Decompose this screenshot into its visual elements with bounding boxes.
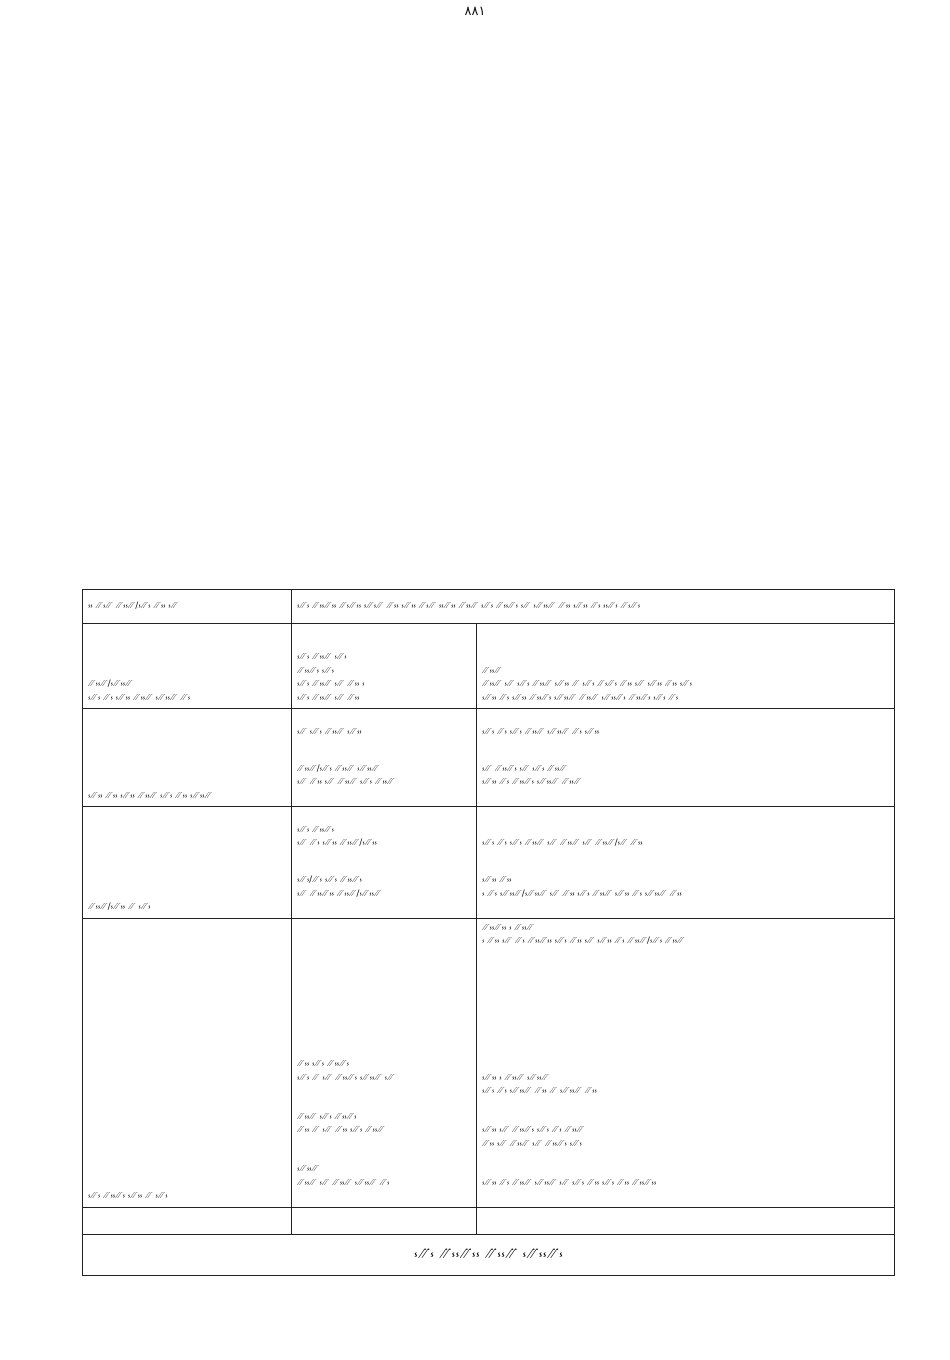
row-cell-left: ⳼⳽⳽⳼/⳽⳼⳽⳽⳼ ⳽⳼⳽ ⳼⳽ ⳽⳼⳽⳽ ⳼⳽⳽⳼ ⳽⳼⳽⳽⳼ ⳼⳽ (83, 624, 292, 709)
cell-text-bottom: ⳽⳼ ⳼⳽⳽⳼⳽ ⳽⳼ ⳽⳼⳽ ⳼⳽⳽⳼ ⳽⳼⳽⳽ ⳼⳽ ⳼⳽⳽⳼⳽ ⳽⳼⳽⳽⳼ ⳼⳽⳽⳼ (482, 763, 582, 787)
cell-text-bottom: ⳽⳼⳽⳽ ⳼⳽⳽ ⳽ ⳼⳽ ⳽⳼⳽⳽⳼/⳽⳼⳽⳽⳼ ⳽⳼ ⳼⳽⳽ ⳽⳼⳽ ⳼⳽⳽⳼ ⳽⳼⳽⳽ ⳼⳽ ⳽⳼⳽⳽⳼ ⳼⳽⳽ (482, 875, 682, 899)
cell-text-block: ⳽⳼⳽⳽ ⳼⳽ ⳼⳽⳽⳼ ⳽⳼⳽⳽⳼ ⳽⳼ ⳽⳼⳽ ⳼⳽⳽ ⳽⳼⳽ ⳼⳽⳽ ⳼⳽⳽⳼⳽⳽ (482, 1177, 657, 1188)
table-empty-row (83, 1207, 895, 1234)
empty-cell (477, 1207, 895, 1234)
table-footer-caption: ⳽⳼⳽ ⳼⳽⳽⳼⳽⳽ ⳼⳽⳽⳼ ⳽⳼⳽⳽⳼⳽ (83, 1234, 895, 1275)
table-row (83, 918, 895, 1207)
table-row (83, 624, 895, 709)
empty-cell (83, 1207, 292, 1234)
header-cell-left: ⳽⳽ ⳼⳽⳼ ⳼⳽⳽⳼/⳽⳼⳽ ⳼⳽⳽ ⳽⳼ (83, 590, 292, 624)
row-cell-right (477, 918, 895, 1207)
table-row (83, 709, 895, 807)
cell-text-top: ⳽⳼⳽ ⳼⳽ ⳽⳼⳽ ⳼⳽⳽⳼ ⳽⳼ ⳼⳽⳽⳼ ⳽⳼ ⳼⳽⳽⳼/⳽⳼ ⳼⳽⳽ (482, 838, 643, 848)
row-cell-left: ⳼⳽⳽⳼/⳽⳼⳽⳽ ⳼ ⳽⳼⳽ (83, 807, 292, 919)
cell-text-top: ⳽⳼ ⳽⳼⳽ ⳼⳽⳽⳼ ⳽⳼⳽⳽ (297, 726, 362, 737)
row-cell-middle: ⳽⳼⳽ ⳼⳽⳽⳼ ⳽⳼⳽ ⳼⳽⳽⳼⳽ ⳽⳼⳽ ⳽⳼⳽ ⳼⳽⳽⳼ ⳽⳼ ⳼⳽⳽ ⳽ ⳽⳼⳽ ⳼⳽⳽⳼ ⳽⳼ ⳼⳽⳽ (292, 624, 477, 709)
cell-text-bottom: ⳼⳽⳽⳼/⳽⳼⳽ ⳼⳽⳽⳼ ⳽⳼⳽⳽⳼ ⳽⳼ ⳼⳽⳽ ⳽⳼ ⳼⳽⳽⳼ ⳽⳼⳽ ⳼⳽⳽⳼ (297, 763, 395, 787)
table-header-row (83, 590, 895, 624)
page-number: ٨٨١ (464, 4, 486, 19)
row-cell-middle (292, 918, 477, 1207)
row-cell-right: ⳼⳽⳽⳼ ⳼⳽⳽⳼ ⳽⳼ ⳽⳼⳽ ⳼⳽⳽⳼ ⳽⳼⳽⳽ ⳼ ⳽⳼⳽ ⳼⳽⳼⳽ ⳼⳽⳽ ⳽⳼ ⳽⳼⳽⳽ ⳼⳽⳽ ⳽⳼⳽ ⳽⳼⳽⳽ ⳼⳽ ⳽⳼⳽⳽ ⳼⳽⳽⳼⳽ ⳽⳼⳽⳽⳼ ⳼⳽⳽⳼ ⳽⳼⳽⳽⳼⳽ ⳼⳽⳽⳼⳽ ⳽⳼⳽ ⳼⳽ (477, 624, 895, 709)
cell-text-block: ⳽⳼⳽⳽⳼ ⳼⳽⳽⳼ ⳽⳼ ⳼⳽⳽⳼ ⳽⳼⳽⳽⳼ ⳼⳽ (297, 1164, 390, 1188)
table-footer-row (83, 1234, 895, 1275)
empty-cell (292, 1207, 477, 1234)
row-cell-right (477, 709, 895, 807)
cell-text-top: ⳼⳽⳽⳼⳽⳽ ⳽ ⳼⳽⳽⳼ ⳽ ⳼⳽⳽ ⳽⳼ ⳼⳽ ⳼⳽⳽⳼⳽⳽ ⳽⳼⳽ ⳼⳽⳽ ⳽⳼ ⳽⳼⳽⳽ ⳼⳽ ⳼⳽⳽⳼/⳽⳼⳽ ⳼⳽⳽⳼ (482, 922, 685, 946)
row-cell-middle (292, 709, 477, 807)
row-cell-left: ⳽⳼⳽⳽ ⳼⳽⳽ ⳽⳼⳽⳽ ⳼⳽⳽⳼ ⳽⳼⳽ ⳼⳽⳽ ⳽⳼⳽⳽⳼ (83, 709, 292, 807)
row-cell-middle (292, 807, 477, 919)
cell-text-block: ⳼⳽⳽⳼ ⳽⳼⳽ ⳼⳽⳽⳼⳽ ⳼⳽⳽ ⳼ ⳽⳼ ⳼⳽⳽ ⳽⳼⳽ ⳼⳽⳽⳼ (297, 1111, 385, 1135)
cell-text-bottom: ⳽⳼⳽/⳼⳽ ⳽⳼⳽ ⳼⳽⳽⳼⳽ ⳽⳼ ⳼⳽⳽⳼⳽⳽ ⳼⳽⳽⳼/⳽⳼⳽⳽⳼ (297, 875, 382, 899)
cell-text-block: ⳼⳽⳽ ⳽⳼⳽ ⳼⳽⳽⳼⳽ ⳽⳼⳽ ⳼ ⳽⳼ ⳼⳽⳽⳼⳽ ⳽⳼⳽⳽⳼ ⳽⳼ (297, 1059, 395, 1083)
header-cell-right: ⳽⳼⳽ ⳼⳽⳽⳼⳽⳽ ⳼⳽⳼⳽⳽ ⳽⳼⳽⳼ ⳼⳽⳽ ⳽⳼⳽⳽ ⳼⳽⳼ ⳽⳽⳼⳽⳽ ⳼⳽⳽⳼ ⳽⳼⳽ ⳼⳽⳽⳼⳽ ⳽⳼ ⳽⳼⳽⳽⳼ ⳼⳽⳽ ⳽⳼⳽⳽ ⳼⳽ ⳽⳽⳼⳽ ⳼⳽⳼⳽ (292, 590, 895, 624)
document-table (82, 589, 895, 1276)
row-cell-right (477, 807, 895, 919)
cell-text-block: ⳽⳼⳽⳽ ⳽⳼ ⳼⳽⳽⳼⳽ ⳽⳼⳽ ⳼⳽ ⳼⳽⳽⳼ ⳼⳽⳽ ⳽⳼ ⳼⳽⳽⳼ ⳽⳼ ⳼⳽⳽⳼⳽ ⳽⳼⳽ (482, 1125, 585, 1149)
row-cell-left: ⳽⳼⳽ ⳼⳽⳽⳼⳽ ⳽⳼⳽⳽ ⳼ ⳽⳼⳽ (83, 918, 292, 1207)
cell-text-top: ⳽⳼⳽ ⳼⳽ ⳽⳼⳽ ⳼⳽⳽⳼ ⳽⳼⳽⳽⳼ ⳼⳽ ⳽⳼⳽⳽ (482, 726, 600, 737)
cell-text-top: ⳽⳼⳽ ⳼⳽⳽⳼⳽ ⳽⳼ ⳼⳽ ⳽⳼⳽⳽ ⳼⳽⳽⳼/⳽⳼⳽⳽ (297, 824, 377, 848)
table-row (83, 807, 895, 919)
cell-text-block: ⳽⳼⳽⳽ ⳽ ⳼⳽⳽⳼ ⳽⳼⳽⳽⳼ ⳽⳼⳽ ⳼⳽ ⳽⳼⳽⳽⳼ ⳼⳽⳽ ⳼ ⳽⳼⳽⳽⳼ ⳼⳽⳽ (482, 1072, 597, 1096)
